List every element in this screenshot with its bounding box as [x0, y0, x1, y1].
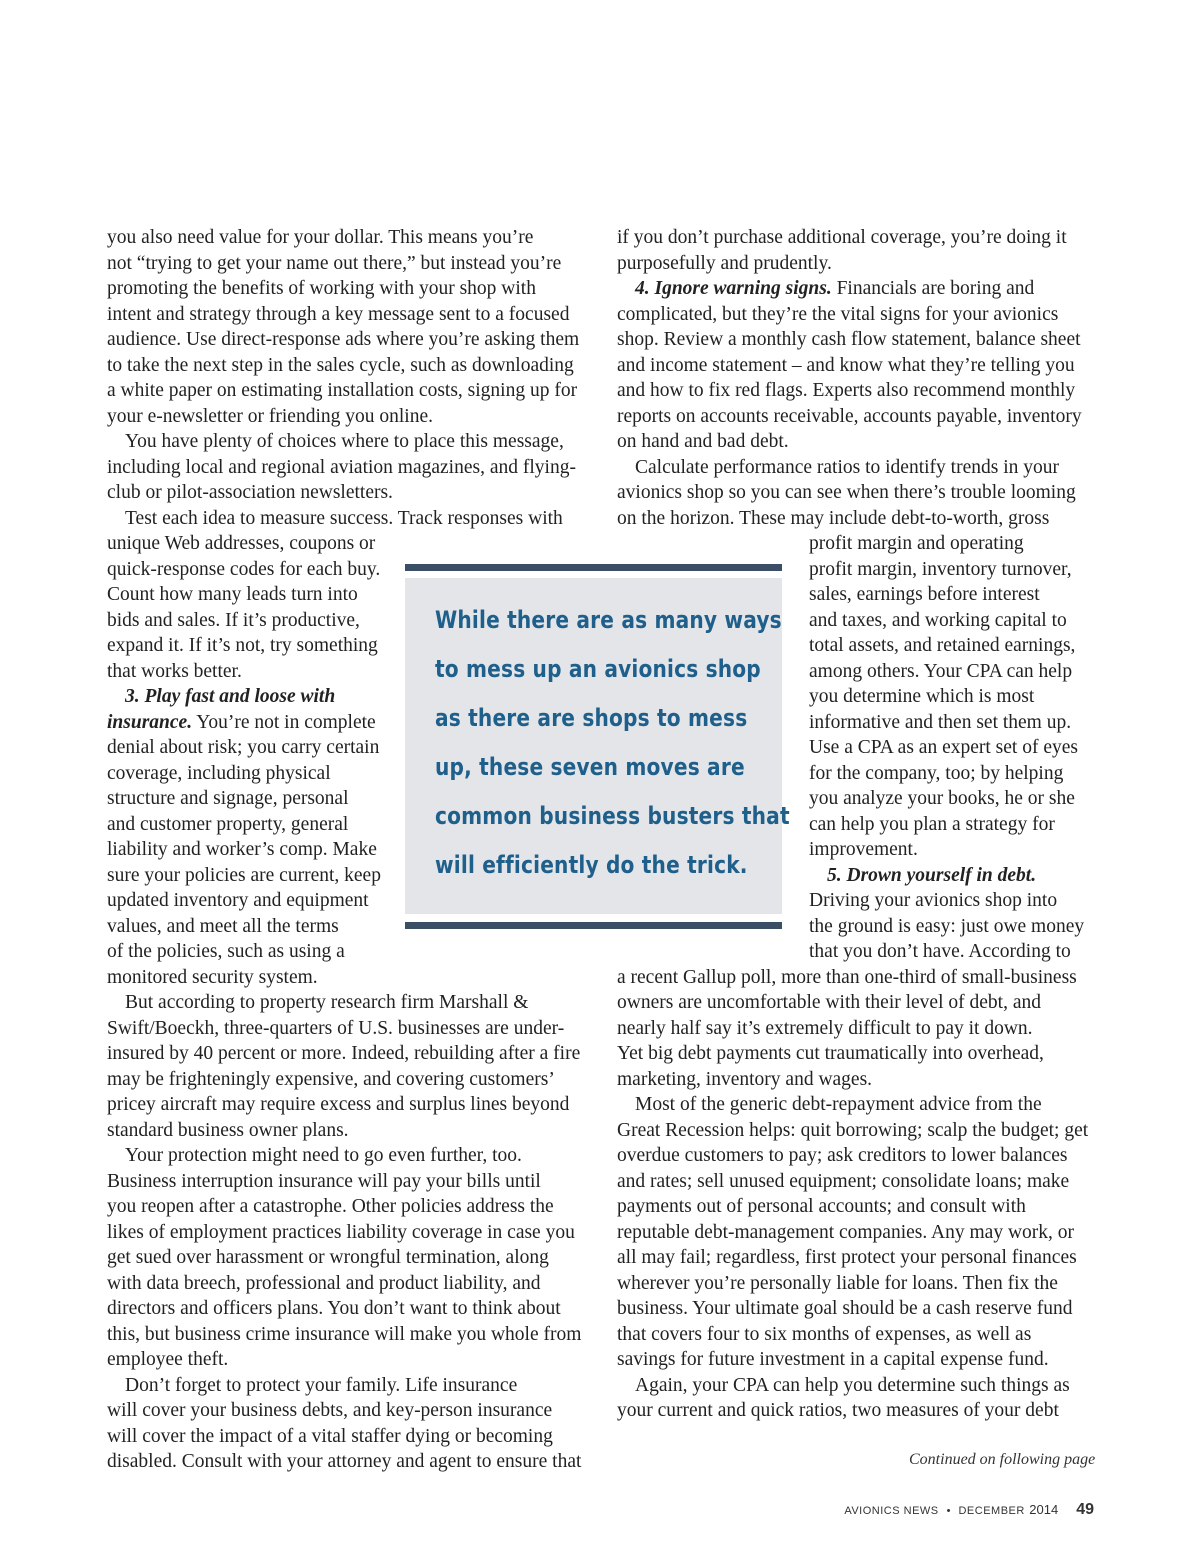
text-line: shop. Review a monthly cash flow statement, balance sheet — [617, 329, 1081, 350]
text-line: and rates; sell unused equipment; consolidate loans; make — [617, 1170, 1070, 1192]
text-line: a recent Gallup poll, more than one-third of small-business — [617, 966, 1077, 988]
text-line: disabled. Consult with your attorney and agent to ensure that — [107, 1451, 582, 1472]
text-line: promoting the benefits of working with your shop with — [107, 278, 536, 299]
text-line: may be frighteningly expensive, and covering customers’ — [107, 1068, 555, 1090]
bullet-separator: • — [946, 1505, 951, 1517]
text-line: this, but business crime insurance will make you whole from — [107, 1323, 582, 1345]
text-line: reputable debt-management companies. Any may work, or — [617, 1221, 1075, 1243]
text-line: insured by 40 percent or more. Indeed, rebuilding after a fire — [107, 1043, 581, 1064]
text-line: Driving your avionics shop into — [809, 890, 1058, 911]
text-line: coverage, including physical — [107, 762, 331, 784]
text-line: audience. Use direct-response ads where you’re asking them — [107, 329, 580, 350]
text-line: you determine which is most — [809, 686, 1035, 707]
text-line: nearly half say it’s extremely difficult to pay it down. — [617, 1017, 1033, 1039]
text-line: payments out of personal accounts; and consult with — [617, 1196, 1026, 1217]
pull-quote-line: While there are as many ways — [435, 606, 782, 634]
section-heading: 5. Drown yourself in debt. — [827, 864, 1037, 886]
text-line: updated inventory and equipment — [107, 890, 369, 911]
continued-note: Continued on following page — [909, 1451, 1096, 1468]
text-line: business. Your ultimate goal should be a cash reserve fund — [617, 1298, 1073, 1319]
text-line: your e-newsletter or friending you online. — [107, 405, 433, 427]
text-line: But according to property research firm Marshall & — [125, 992, 529, 1013]
text-line: reports on accounts receivable, accounts payable, inventory — [617, 405, 1082, 427]
text-line: denial about risk; you carry certain — [107, 737, 380, 758]
text-line: you also need value for your dollar. This means you’re — [107, 227, 534, 248]
text-line: Test each idea to measure success. Track responses with — [125, 507, 563, 529]
text-line: Your protection might need to go even further, too. — [125, 1145, 522, 1166]
text-line: Yet big debt payments cut traumatically into overhead, — [617, 1043, 1044, 1064]
text-line: likes of employment practices liability coverage in case you — [107, 1221, 575, 1243]
pull-quote-top-rule — [405, 564, 782, 571]
text-line: with data breech, professional and product liability, and — [107, 1272, 541, 1294]
text-line: bids and sales. If it’s productive, — [107, 609, 360, 631]
text-line: avionics shop so you can see when there’s trouble looming — [617, 482, 1076, 503]
text-line: employee theft. — [107, 1349, 229, 1370]
text-line: values, and meet all the terms — [107, 915, 339, 937]
section-heading: 3. Play fast and loose with — [125, 686, 336, 707]
text-line: complicated, but they’re the vital signs for your avionics — [617, 303, 1059, 325]
text-line: among others. Your CPA can help — [809, 660, 1073, 682]
pull-quote-bottom-rule — [405, 922, 782, 929]
text-line: that covers four to six months of expenses, as well as — [617, 1323, 1032, 1345]
text-line: monitored security system. — [107, 966, 318, 988]
text-line: expand it. If it’s not, try something — [107, 635, 378, 656]
text-line: Use a CPA as an expert set of eyes — [809, 737, 1078, 758]
text-line: not “trying to get your name out there,” but instead you’re — [107, 252, 562, 274]
text-line: get sued over harassment or wrongful termination, along — [107, 1247, 549, 1268]
text-line: overdue customers to pay; ask creditors to lower balances — [617, 1145, 1068, 1166]
text-line: on hand and bad debt. — [617, 431, 789, 452]
text-line: total assets, and retained earnings, — [809, 635, 1076, 656]
text-line: Great Recession helps: quit borrowing; scalp the budget; get — [617, 1119, 1089, 1141]
text-line: liability and worker’s comp. Make — [107, 839, 377, 860]
text-line: directors and officers plans. You don’t want to think about — [107, 1298, 561, 1319]
text-line: for the company, too; by helping — [809, 762, 1064, 784]
pull-quote-line: up, these seven moves are — [435, 753, 745, 781]
text-line: you analyze your books, he or she — [809, 788, 1075, 809]
text-line: and how to fix red flags. Experts also recommend monthly — [617, 380, 1076, 401]
text-line: intent and strategy through a key message sent to a focused — [107, 303, 570, 325]
text-line: Don’t forget to protect your family. Life insurance — [125, 1374, 518, 1396]
text-line: wherever you’re personally liable for loans. Then fix the — [617, 1272, 1058, 1294]
text-line: profit margin, inventory turnover, — [809, 558, 1072, 580]
issue-year: 2014 — [1029, 1502, 1059, 1517]
text-line: Again, your CPA can help you determine such things as — [635, 1374, 1070, 1396]
page-number: 49 — [1076, 1501, 1094, 1518]
text-line: Calculate performance ratios to identify trends in your — [635, 456, 1059, 478]
text-line: that works better. — [107, 660, 242, 682]
issue-month: DECEMBER — [958, 1505, 1025, 1517]
text-line — [617, 276, 1034, 302]
text-line: if you don’t purchase additional coverage, you’re doing it — [617, 227, 1067, 248]
text-line: and taxes, and working capital to — [809, 609, 1067, 631]
text-line: Business interruption insurance will pay your bills until — [107, 1170, 541, 1192]
section-heading: insurance. — [107, 711, 193, 733]
text-line: You have plenty of choices where to place this message, — [125, 431, 564, 452]
text-line: structure and signage, personal — [107, 788, 349, 809]
text-line: you reopen after a catastrophe. Other policies address the — [107, 1196, 554, 1217]
pull-quote-line: to mess up an avionics shop — [435, 655, 761, 683]
text-line: a white paper on estimating installation costs, signing up for — [107, 380, 578, 401]
text-line: can help you plan a strategy for — [809, 813, 1055, 835]
text-line: purposefully and prudently. — [617, 252, 832, 274]
text-line: marketing, inventory and wages. — [617, 1068, 873, 1090]
text-line: will cover your business debts, and key-person insurance — [107, 1400, 553, 1421]
text-line: that you don’t have. According to — [809, 941, 1071, 962]
text-line: Swift/Boeckh, three-quarters of U.S. businesses are under- — [107, 1017, 565, 1039]
page-footer — [844, 1501, 1094, 1519]
text-line: savings for future investment in a capital expense fund. — [617, 1349, 1049, 1370]
pull-quote-line: will efficiently do the trick. — [435, 851, 748, 879]
text-line: quick-response codes for each buy. — [107, 558, 381, 580]
text-line: unique Web addresses, coupons or — [107, 533, 376, 554]
text-line: on the horizon. These may include debt-to-worth, gross — [617, 507, 1050, 529]
text-line: informative and then set them up. — [809, 711, 1072, 733]
text-line: owners are uncomfortable with their level of debt, and — [617, 992, 1041, 1013]
pull-quote-line: as there are shops to mess — [435, 704, 748, 732]
text-line: to take the next step in the sales cycle, such as downloading — [107, 354, 574, 376]
text-line: all may fail; regardless, first protect your personal finances — [617, 1247, 1077, 1268]
text-line: Count how many leads turn into — [107, 584, 358, 605]
text-line: your current and quick ratios, two measures of your debt — [617, 1400, 1059, 1421]
section-heading: 4. Ignore warning signs. — [635, 278, 832, 299]
publication-name: AVIONICS NEWS — [844, 1505, 939, 1517]
text-line: improvement. — [809, 839, 918, 860]
text-line: and income statement – and know what they’re telling you — [617, 354, 1075, 376]
text-span: You’re not in complete — [192, 711, 376, 733]
text-line: profit margin and operating — [809, 533, 1024, 554]
text-line: Most of the generic debt-repayment advice from the — [635, 1094, 1042, 1115]
text-span: Financials are boring and — [831, 278, 1035, 299]
text-line: will cover the impact of a vital staffer dying or becoming — [107, 1425, 553, 1447]
text-line: of the policies, such as using a — [107, 941, 345, 962]
text-line: sure your policies are current, keep — [107, 864, 381, 886]
text-line: the ground is easy: just owe money — [809, 915, 1085, 937]
text-line: standard business owner plans. — [107, 1119, 349, 1141]
text-line: sales, earnings before interest — [809, 584, 1040, 605]
text-line: club or pilot-association newsletters. — [107, 482, 393, 503]
text-line: including local and regional aviation magazines, and flying- — [107, 456, 576, 478]
text-line — [107, 710, 376, 736]
text-line: and customer property, general — [107, 813, 349, 835]
pull-quote-line: common business busters that — [435, 802, 790, 830]
text-line: pricey aircraft may require excess and surplus lines beyond — [107, 1094, 570, 1115]
